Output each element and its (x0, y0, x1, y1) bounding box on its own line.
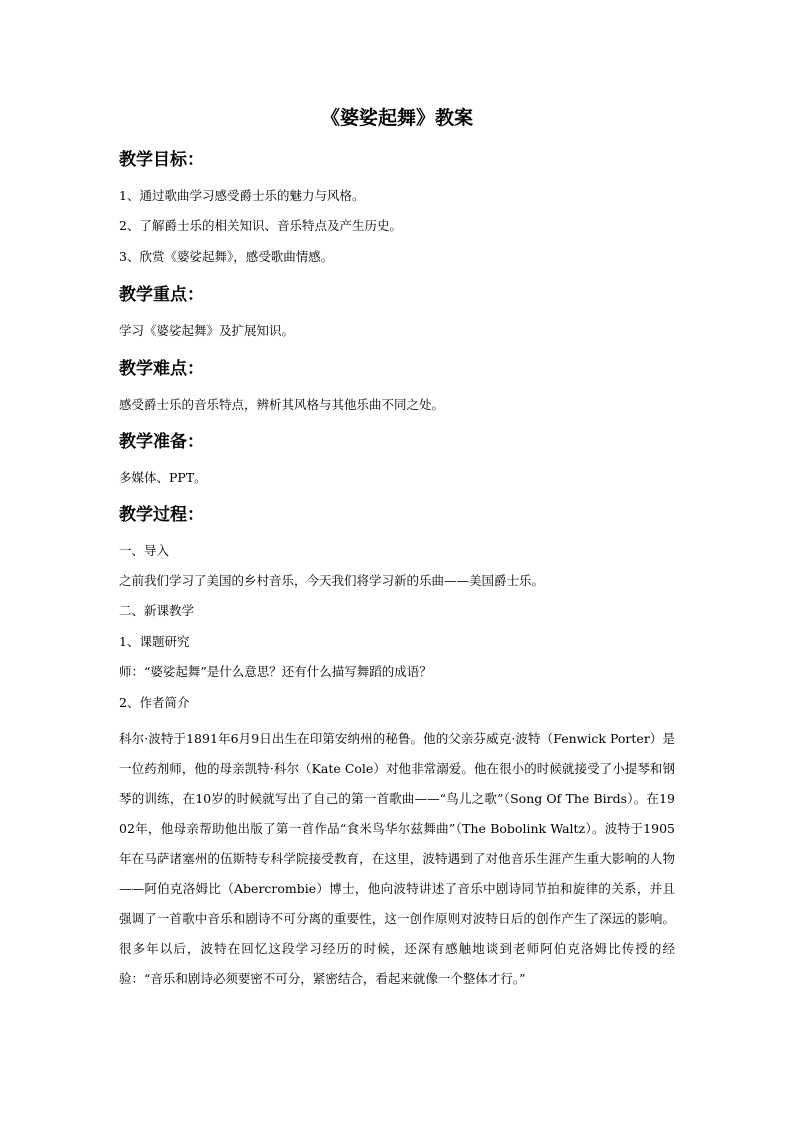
new-lesson-heading: 二、新课教学 (119, 603, 195, 618)
intro-text: 之前我们学习了美国的乡村音乐，今天我们将学习新的乐曲——美国爵士乐。 (119, 573, 545, 588)
topic-heading: 1、课题研究 (119, 634, 190, 649)
goal-item: 2、了解爵士乐的相关知识、音乐特点及产生历史。 (119, 218, 402, 233)
goal-item: 1、通过歌曲学习感受爵士乐的魅力与风格。 (119, 188, 365, 203)
author-heading: 2、作者简介 (119, 695, 190, 710)
prep-heading: 教学准备： (119, 432, 204, 452)
prep-text: 多媒体、PPT。 (119, 470, 207, 485)
key-text: 学习《婆娑起舞》及扩展知识。 (119, 323, 295, 338)
intro-heading: 一、导入 (119, 543, 170, 558)
difficulty-heading: 教学难点： (119, 359, 204, 379)
goals-heading: 教学目标： (119, 150, 204, 170)
key-heading: 教学重点： (119, 285, 204, 305)
process-heading: 教学过程： (119, 505, 204, 525)
topic-text: 师：“婆娑起舞”是什么意思？还有什么描写舞蹈的成语？ (119, 664, 432, 679)
author-text: 科尔·波特于1891年6月9日出生在印第安纳州的秘鲁。他的父亲芬威克·波特（Fenwick Porter）是一位药剂师，他的母亲凯特·科尔（Kate Cole）对他非常溺爱。他在很小的时候就接受了小提琴和钢琴的训练，在10岁的时候就写出了自己的第一首歌曲——“鸟儿之歌”（Song Of The Birds）。在1902年，他母亲帮助他出版了第一首作品“食米鸟华尔兹舞曲”（The Bobolink Waltz）。波特于1905年在马萨诸塞州的伍斯特专科学院接受教育，在这里，波特遇到了对他音乐生涯产生重大影响的人物——阿伯克洛姆比（Abercrombie）博士，他向波特讲述了音乐中剧诗同节拍和旋律的关系，并且强调了一首歌中音乐和剧诗不可分离的重要性，这一创作原则对波特日后的创作产生了深远的影响。很多年以后，波特在回忆这段学习经历的时候，还深有感触地谈到老师阿伯克洛姆比传授的经验：“音乐和剧诗必须要密不可分，紧密结合，看起来就像一个整体才行。” (119, 731, 675, 986)
document-title: 《婆娑起舞》教案 (320, 107, 473, 129)
difficulty-text: 感受爵士乐的音乐特点，辨析其风格与其他乐曲不同之处。 (119, 397, 445, 412)
goal-item: 3、欣赏《婆娑起舞》，感受歌曲情感。 (119, 249, 334, 264)
